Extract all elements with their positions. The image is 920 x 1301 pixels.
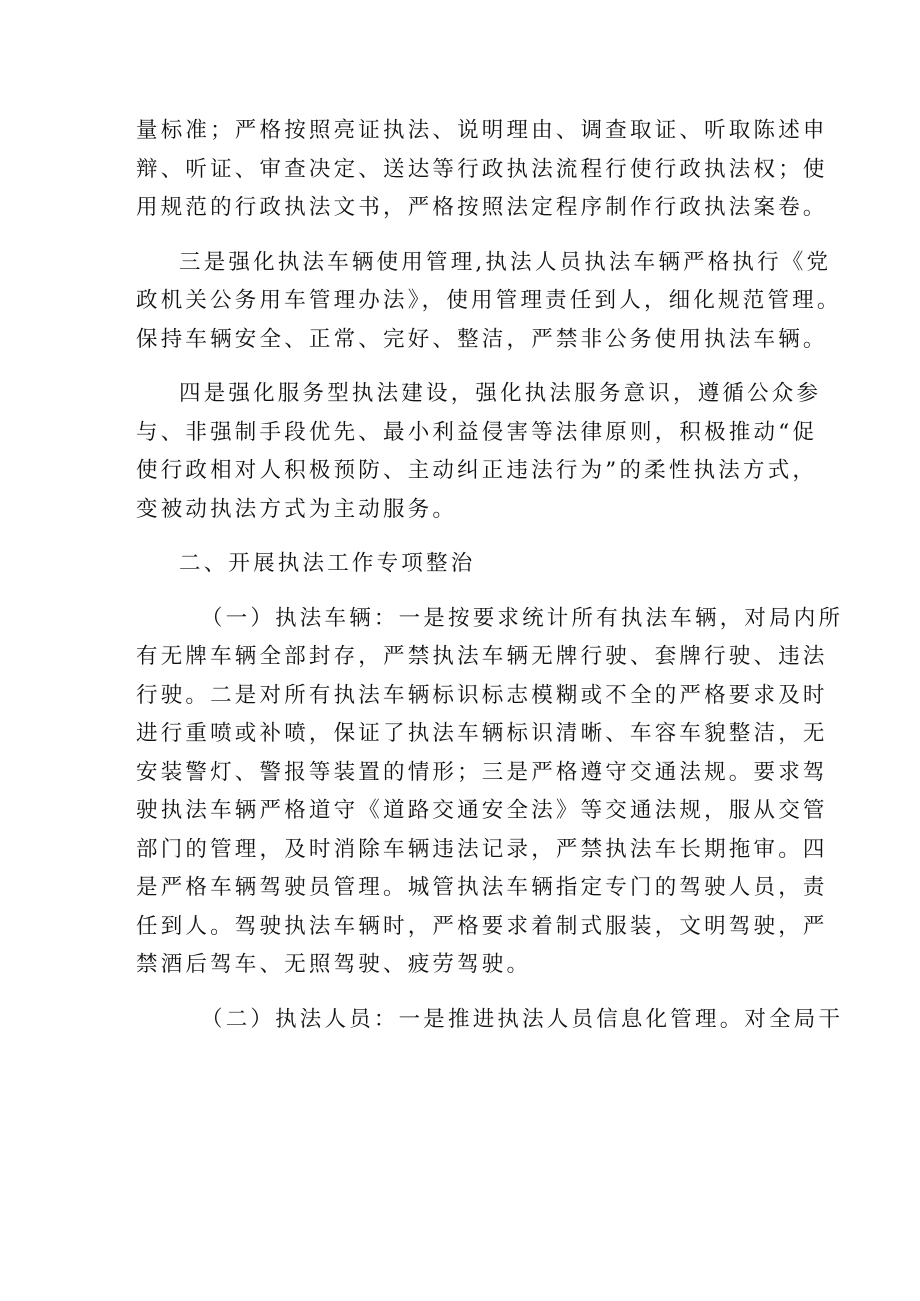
paragraph-5: [136, 1001, 844, 1040]
paragraph-3: [136, 375, 822, 529]
paragraph-gap: [136, 529, 792, 545]
text-line: 禁酒后驾车、无照驾驶、疲劳驾驶。: [136, 952, 532, 977]
section-heading: [136, 545, 792, 584]
paragraph-gap: [136, 359, 792, 375]
text-line: （一）执法车辆：一是按要求统计所有执法车辆，对局内所: [201, 605, 844, 631]
text-line: 变被动执法方式为主动服务。: [136, 496, 458, 522]
text-line: 进行重喷或补喷，保证了执法车辆标识清晰、车容车貌整洁，无: [136, 721, 828, 746]
text-line: 驶执法车辆严格道守《道路交通安全法》等交通法规，服从交管: [136, 798, 828, 823]
text-line: 四是强化服务型执法建设，强化执法服务意识，遵循公众参: [179, 381, 822, 406]
heading-line: 二、开展执法工作专项整治: [179, 551, 476, 576]
text-line: 用规范的行政执法文书，严格按照法定程序制作行政执法案卷。: [136, 195, 828, 220]
text-line: 安装警灯、警报等装置的情形；三是严格遵守交通法规。要求驾: [136, 759, 828, 785]
paragraph-2: [136, 244, 842, 360]
text-line: 使行政相对人积极预防、主动纠正违法行为”的柔性执法方式，: [136, 458, 818, 483]
paragraph-gap: [136, 584, 792, 600]
text-line: 三是强化执法车辆使用管理,执法人员执法车辆严格执行《党: [179, 249, 832, 275]
text-line: 部门的管理，及时消除车辆违法记录，严禁执法车长期拖审。四: [136, 836, 828, 862]
text-line: （二）执法人员：一是推进执法人员信息化管理。对全局干: [201, 1006, 844, 1032]
paragraph-4: [136, 600, 844, 985]
text-line: 政机关公务用车管理办法》，使用管理责任到人，细化规范管理。: [136, 288, 842, 313]
text-line: 与、非强制手段优先、最小利益侵害等法律原则，积极推动“促: [136, 419, 818, 445]
document-page: [136, 112, 844, 1039]
text-line: 行驶。二是对所有执法车辆标识标志模糊或不全的严格要求及时: [136, 682, 828, 708]
text-line: 量标准；严格按照亮证执法、说明理由、调查取证、听取陈述申: [136, 118, 828, 143]
paragraph-gap: [136, 985, 792, 1001]
text-line: 保持车辆安全、正常、完好、整洁，严禁非公务使用执法车辆。: [136, 326, 828, 352]
paragraph-1: [136, 112, 828, 228]
text-line: 有无牌车辆全部封存，严禁执法车辆无牌行驶、套牌行驶、违法: [136, 644, 828, 669]
text-line: 是严格车辆驾驶员管理。城管执法车辆指定专门的驾驶人员，责: [136, 875, 828, 900]
paragraph-gap: [136, 228, 792, 244]
text-line: 辩、听证、审查决定、送达等行政执法流程行使行政执法权；使: [136, 156, 828, 182]
text-line: 任到人。驾驶执法车辆时，严格要求着制式服装，文明驾驶，严: [136, 913, 828, 939]
